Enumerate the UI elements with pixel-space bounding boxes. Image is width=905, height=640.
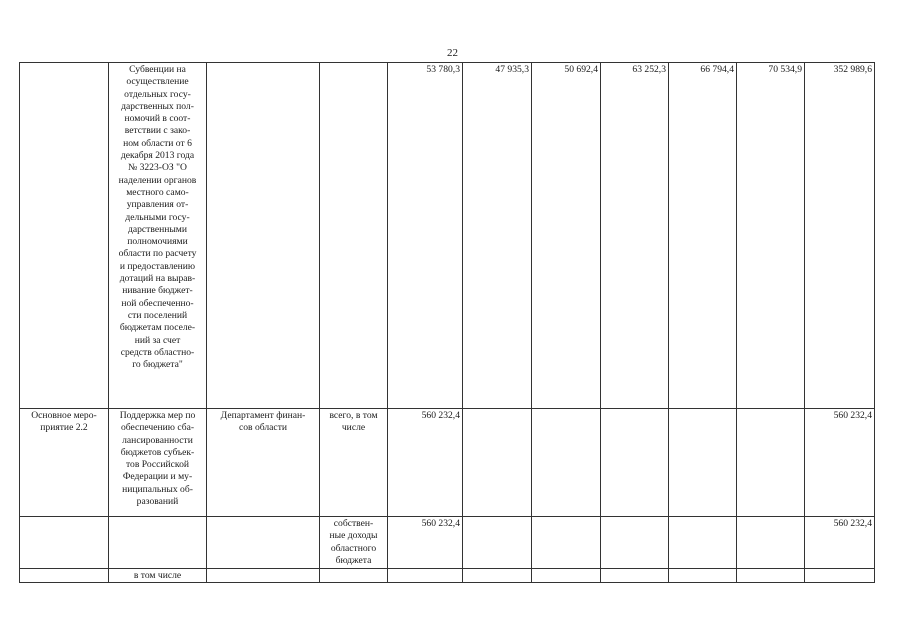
text-line: местного само- [126, 186, 189, 198]
cell-executor [207, 63, 320, 409]
text-line: Департамент финан- [220, 410, 306, 421]
cell-name: в том числе [109, 569, 207, 583]
text-line: номочий в соот- [124, 113, 191, 125]
cell-value-2014: 560 232,4 [388, 409, 463, 517]
text-line: Поддержка мер по [119, 410, 196, 421]
text-line: ниципальных об- [122, 483, 193, 495]
text-line: и предоставлению [119, 260, 196, 272]
cell-executor [207, 409, 320, 517]
text-line: областного [330, 542, 377, 554]
main-event-code [22, 410, 106, 435]
text-line: ные доходы [329, 530, 378, 542]
cell-code [20, 569, 109, 583]
text-line: ний за счет [134, 334, 181, 346]
table-row-subvention [20, 63, 875, 409]
text-line: лансированности [122, 434, 193, 446]
text-line: приятие 2.2 [40, 422, 88, 434]
subvention-name [111, 64, 204, 371]
text-line: дарственных пол- [121, 100, 194, 112]
budget-table [19, 62, 875, 583]
text-line: нивание бюджет- [122, 285, 193, 297]
text-line: сов области [238, 422, 288, 434]
cell-name [109, 63, 207, 409]
cell-value-2016 [532, 409, 601, 517]
cell-code [20, 63, 109, 409]
cell-value-2019 [737, 569, 805, 583]
cell-value-2019 [737, 517, 805, 569]
cell-value-2015 [463, 409, 532, 517]
text-line: собствен- [333, 518, 374, 529]
main-event-executor [209, 410, 317, 435]
text-line: Основное меро- [31, 410, 97, 421]
cell-value-total: 352 989,6 [805, 63, 875, 409]
cell-value-2018: 66 794,4 [669, 63, 737, 409]
text-line: разований [136, 496, 179, 508]
cell-value-2018 [669, 409, 737, 517]
cell-source [320, 517, 388, 569]
text-line: управления от- [126, 199, 189, 211]
cell-value-2018 [669, 517, 737, 569]
cell-value-2017 [601, 569, 669, 583]
text-line: всего, в том [329, 410, 378, 421]
cell-value-2014: 53 780,3 [388, 63, 463, 409]
cell-value-2015: 47 935,3 [463, 63, 532, 409]
cell-value-2015 [463, 517, 532, 569]
text-line: сти поселений [127, 309, 188, 321]
cell-value-2018 [669, 569, 737, 583]
cell-name [109, 517, 207, 569]
table-row-main-event [20, 409, 875, 517]
text-line: отдельных госу- [124, 88, 191, 100]
cell-code [20, 409, 109, 517]
text-line: дельными госу- [125, 211, 190, 223]
text-line: области по расчету [118, 248, 197, 260]
cell-value-total: 560 232,4 [805, 409, 875, 517]
text-line: осуществление [126, 76, 189, 88]
main-event-source [322, 410, 385, 435]
text-line: ветствии с зако- [124, 125, 191, 137]
cell-value-total: 560 232,4 [805, 517, 875, 569]
main-event-name [111, 410, 204, 508]
text-line: ной обеспеченно- [121, 297, 194, 309]
cell-source [320, 63, 388, 409]
cell-code [20, 517, 109, 569]
text-line: ном области от 6 [123, 137, 192, 149]
text-line: полномочиями [127, 236, 188, 248]
cell-value-2015 [463, 569, 532, 583]
table-row-including [20, 569, 875, 583]
cell-executor [207, 517, 320, 569]
cell-value-2019 [737, 409, 805, 517]
cell-name [109, 409, 207, 517]
table-row-own-income [20, 517, 875, 569]
text-line: бюджета [335, 554, 372, 566]
cell-value-2014: 560 232,4 [388, 517, 463, 569]
text-line: № 3223-ОЗ "О [128, 162, 187, 174]
cell-value-2017 [601, 409, 669, 517]
text-line: декабря 2013 года [120, 150, 195, 162]
text-line: числе [341, 422, 366, 434]
cell-source [320, 569, 388, 583]
cell-value-2019: 70 534,9 [737, 63, 805, 409]
text-line: Субвенции на [129, 64, 186, 75]
text-line: средств областно- [120, 346, 195, 358]
text-line: го бюджета" [132, 359, 183, 371]
text-line: тов Российской [125, 459, 190, 471]
cell-value-2014 [388, 569, 463, 583]
cell-value-2016: 50 692,4 [532, 63, 601, 409]
page-number: 22 [447, 47, 458, 59]
cell-value-2016 [532, 517, 601, 569]
text-line: Федерации и му- [122, 471, 193, 483]
cell-source [320, 409, 388, 517]
cell-value-2017 [601, 517, 669, 569]
cell-value-2017: 63 252,3 [601, 63, 669, 409]
text-line: дотаций на вырав- [119, 273, 196, 285]
text-line: бюджетам поселе- [119, 322, 196, 334]
own-income-source [322, 518, 385, 567]
text-line: обеспечению сба- [120, 422, 195, 434]
cell-value-total [805, 569, 875, 583]
text-line: бюджетов субъек- [120, 446, 195, 458]
text-line: дарственными [127, 223, 188, 235]
cell-value-2016 [532, 569, 601, 583]
cell-executor [207, 569, 320, 583]
text-line: наделении органов [118, 174, 197, 186]
